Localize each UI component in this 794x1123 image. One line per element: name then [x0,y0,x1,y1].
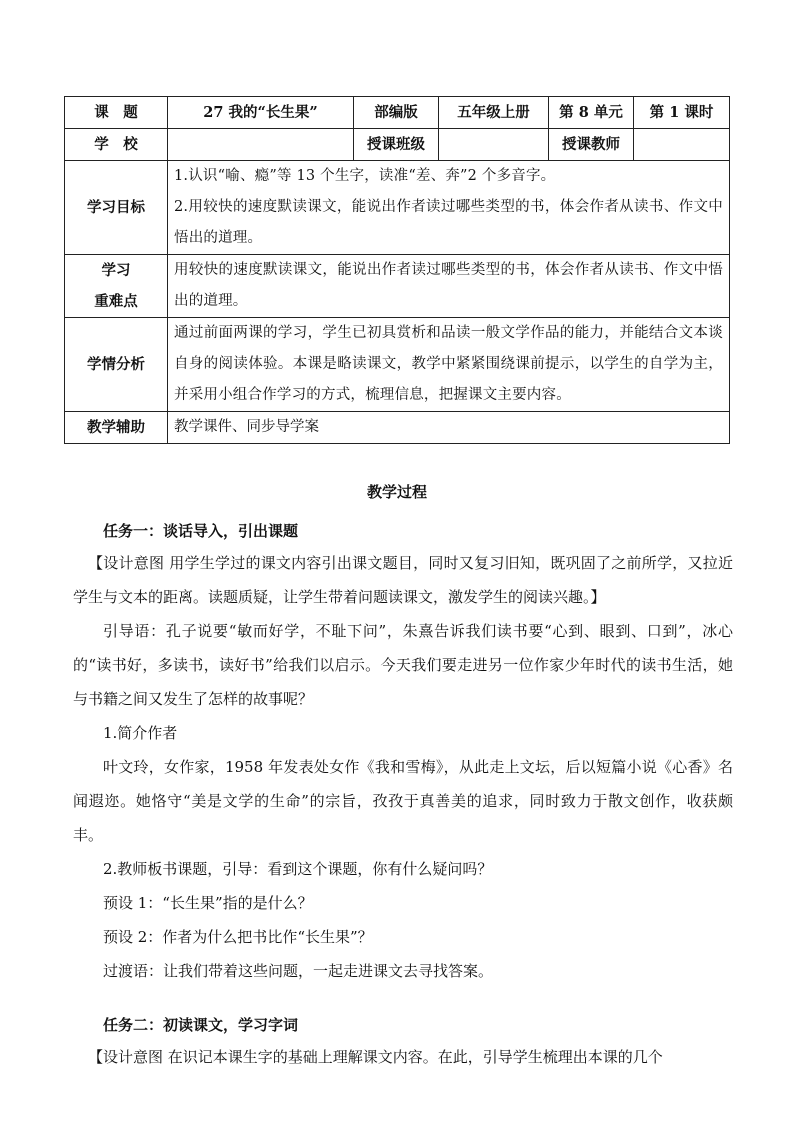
author-intro: 叶文玲，女作家，1958 年发表处女作《我和雪梅》，从此走上文坛，后以短篇小说《心香》名闻遐迩。她恪守“美是文学的生命”的宗旨，孜孜于真善美的追求，同时致力于散文创作，收获颇丰。 [73,758,733,844]
school-value [168,129,354,161]
task1-step2: 2.教师板书课题，引导：看到这个课题，你有什么疑问吗？ [103,860,493,878]
class-label: 授课班级 [354,129,439,161]
task2-heading: 任务二：初读课文，学习字词 [103,1016,299,1034]
teacher-label: 授课教师 [549,129,634,161]
transition-text: 过渡语：让我们带着这些问题，一起走进课文去寻找答案。 [103,962,494,980]
task1-intro: 引导语：孔子说要“敏而好学，不耻下问”，朱熹告诉我们读书要“心到、眼到、口到”，冰心的“读书好，多读书，读好书”给我们以启示。今天我们要走进另一位作家少年时代的读书生活，她与书籍之间又发生了怎样的故事呢？ [73,622,733,708]
process-body [73,516,733,1074]
period-cell: 第 1 课时 [634,97,730,129]
topic-label: 课 题 [65,97,168,129]
key-points-label: 学习 重难点 [65,255,168,318]
goals-content [168,161,730,255]
class-value [439,129,549,161]
task2-design-note: 【设计意图 在识记本课生字的基础上理解课文内容。在此，引导学生梳理出本课的几个 [88,1048,663,1066]
task1-step1: 1.简介作者 [103,724,178,742]
table-row-analysis [65,318,730,412]
table-row-key-points [65,255,730,318]
teacher-value [634,129,730,161]
school-label: 学 校 [65,129,168,161]
table-row-aids [65,412,730,444]
preset-2: 预设 2：作者为什么把书比作“长生果”？ [103,928,373,946]
analysis-label: 学情分析 [65,318,168,412]
goals-label: 学习目标 [65,161,168,255]
key-points-content: 用较快的速度默读课文，能说出作者读过哪些类型的书，体会作者从读书、作文中悟出的道理。 [168,255,730,318]
process-title: 教学过程 [366,483,427,501]
edition-cell: 部编版 [354,97,439,129]
table-row-goals [65,161,730,255]
table-row-school [65,129,730,161]
goal-item: 2.用较快的速度默读课文，能说出作者读过哪些类型的书，体会作者从读书、作文中悟出的道理。 [174,199,723,246]
preset-1: 预设 1：“长生果”指的是什么？ [103,894,313,912]
lesson-info-table [64,96,730,444]
aids-label: 教学辅助 [65,412,168,444]
table-row-topic [65,97,730,129]
goal-item: 1.认识“喻、瘾”等 13 个生字，读准“差、奔”2 个多音字。 [174,168,556,184]
aids-content: 教学课件、同步导学案 [168,412,730,444]
task1-design-note: 【设计意图 用学生学过的课文内容引出课文题目，同时又复习旧知，既巩固了之前所学，又拉近学生与文本的距离。读题质疑，让学生带着问题读课文，激发学生的阅读兴趣。】 [73,554,733,606]
analysis-content: 通过前面两课的学习，学生已初具赏析和品读一般文学作品的能力，并能结合文本谈自身的阅读体验。本课是略读课文，教学中紧紧围绕课前提示，以学生的自学为主，并采用小组合作学习的方式，梳理信息，把握课文主要内容。 [168,318,730,412]
grade-cell: 五年级上册 [439,97,549,129]
task1-heading: 任务一：谈话导入，引出课题 [103,522,299,540]
unit-cell: 第 8 单元 [549,97,634,129]
lesson-title: 27 我的“长生果” [168,97,354,129]
